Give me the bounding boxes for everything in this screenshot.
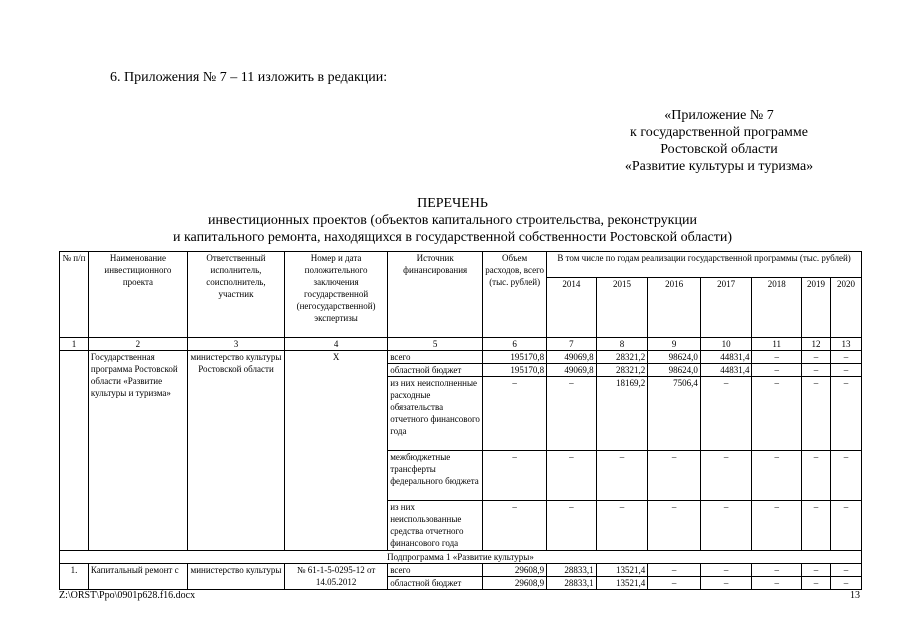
value-cell: – — [483, 451, 547, 501]
header-volume: Объем расходов, всего (тыс. рублей) — [483, 252, 547, 338]
value-cell: 28833,1 — [547, 564, 597, 577]
value-cell: – — [596, 501, 648, 551]
appendix-line-4: «Развитие культуры и туризма» — [624, 159, 814, 174]
col-number: 4 — [284, 338, 387, 351]
header-name: Наименование инвестиционного проекта — [88, 252, 187, 338]
value-cell: 13521,4 — [596, 564, 648, 577]
value-cell: – — [830, 564, 861, 577]
col-number: 10 — [700, 338, 752, 351]
value-cell: – — [752, 351, 802, 364]
col-number: 13 — [830, 338, 861, 351]
program-executor: министерство культуры Ростовской области — [187, 351, 284, 551]
appendix-caption — [589, 107, 849, 175]
value-cell: 7506,4 — [648, 377, 701, 451]
col-number: 3 — [187, 338, 284, 351]
value-cell: – — [802, 351, 831, 364]
value-cell: 29608,9 — [483, 564, 547, 577]
value-cell: – — [596, 451, 648, 501]
value-cell: 29608,9 — [483, 577, 547, 590]
document-heading — [0, 195, 905, 246]
value-cell: – — [802, 364, 831, 377]
value-cell: – — [830, 501, 861, 551]
value-cell: – — [752, 364, 802, 377]
value-cell: 49069,8 — [547, 364, 597, 377]
col-number: 7 — [547, 338, 597, 351]
value-cell: 44831,4 — [700, 351, 752, 364]
value-cell: – — [648, 577, 701, 590]
subprogram-title: Подпрограмма 1 «Развитие культуры» — [60, 551, 862, 564]
value-cell: – — [802, 451, 831, 501]
value-cell: – — [547, 377, 597, 451]
header-by-years: В том числе по годам реализации государственной программы (тыс. рублей) — [547, 252, 862, 278]
value-cell: 13521,4 — [596, 577, 648, 590]
col-number: 11 — [752, 338, 802, 351]
header-executor: Ответственный исполнитель, соисполнитель, участник — [187, 252, 284, 338]
header-source: Источник финансирования — [388, 252, 483, 338]
value-cell: 98624,0 — [648, 351, 701, 364]
col-number: 9 — [648, 338, 701, 351]
footer-file-path: Z:\ORST\Ppo\0901p628.f16.docx — [59, 590, 196, 601]
value-cell: – — [700, 451, 752, 501]
source-cell: из них неисполненные расходные обязательства отчетного финансового года — [388, 377, 483, 451]
col-number: 2 — [88, 338, 187, 351]
item-conclusion: № 61-1-5-0295-12 от 14.05.2012 — [284, 564, 387, 590]
table-row — [60, 551, 862, 564]
col-number: 6 — [483, 338, 547, 351]
appendix-line-2: к государственной программе — [630, 125, 808, 140]
value-cell: – — [648, 501, 701, 551]
appendix-line-3: Ростовской области — [660, 142, 778, 157]
value-cell: – — [483, 501, 547, 551]
value-cell: – — [700, 564, 752, 577]
col-number: 5 — [388, 338, 483, 351]
value-cell: – — [648, 564, 701, 577]
value-cell: 195170,8 — [483, 351, 547, 364]
heading-title: ПЕРЕЧЕНЬ — [417, 196, 488, 211]
item-num: 1. — [60, 564, 89, 590]
value-cell: 28321,2 — [596, 364, 648, 377]
header-num: № п/п — [60, 252, 89, 338]
program-conclusion: Х — [284, 351, 387, 551]
table-row — [60, 564, 862, 577]
header-year: 2018 — [752, 278, 802, 338]
value-cell: – — [547, 451, 597, 501]
footer-page-number: 13 — [850, 590, 860, 601]
value-cell: – — [752, 564, 802, 577]
value-cell: 18169,2 — [596, 377, 648, 451]
value-cell: – — [752, 577, 802, 590]
value-cell: – — [648, 451, 701, 501]
value-cell: – — [483, 377, 547, 451]
header-year: 2019 — [802, 278, 831, 338]
value-cell: – — [830, 364, 861, 377]
source-cell: областной бюджет — [388, 577, 483, 590]
program-name: Государственная программа Ростовской области «Развитие культуры и туризма» — [88, 351, 187, 551]
source-cell: областной бюджет — [388, 364, 483, 377]
header-conclusion: Номер и дата положительного заключения государственной (негосударственной) экспертизы — [284, 252, 387, 338]
value-cell: – — [752, 501, 802, 551]
source-cell: всего — [388, 564, 483, 577]
value-cell: – — [802, 577, 831, 590]
header-year: 2020 — [830, 278, 861, 338]
col-number: 1 — [60, 338, 89, 351]
value-cell: 28833,1 — [547, 577, 597, 590]
value-cell: 28321,2 — [596, 351, 648, 364]
value-cell: 44831,4 — [700, 364, 752, 377]
value-cell: – — [830, 351, 861, 364]
header-year: 2017 — [700, 278, 752, 338]
value-cell: – — [700, 501, 752, 551]
table-row — [60, 351, 862, 364]
value-cell: – — [752, 377, 802, 451]
value-cell: – — [752, 451, 802, 501]
value-cell: 49069,8 — [547, 351, 597, 364]
value-cell: – — [802, 564, 831, 577]
value-cell: – — [802, 377, 831, 451]
header-year: 2016 — [648, 278, 701, 338]
col-number: 12 — [802, 338, 831, 351]
header-year: 2014 — [547, 278, 597, 338]
source-cell: всего — [388, 351, 483, 364]
intro-text: 6. Приложения № 7 – 11 изложить в редакции: — [110, 70, 388, 85]
appendix-line-1: «Приложение № 7 — [664, 108, 774, 123]
value-cell: 195170,8 — [483, 364, 547, 377]
value-cell: – — [830, 451, 861, 501]
item-executor: министерство культуры — [187, 564, 284, 590]
header-year: 2015 — [596, 278, 648, 338]
value-cell: – — [700, 577, 752, 590]
col-number: 8 — [596, 338, 648, 351]
value-cell: – — [830, 377, 861, 451]
value-cell: 98624,0 — [648, 364, 701, 377]
source-cell: из них неиспользованные средства отчетного финансового года — [388, 501, 483, 551]
heading-line-3: и капитального ремонта, находящихся в государственной собственности Ростовской области) — [172, 230, 733, 245]
value-cell: – — [802, 501, 831, 551]
value-cell: – — [547, 501, 597, 551]
heading-line-2: инвестиционных проектов (объектов капитального строительства, реконструкции — [208, 213, 697, 228]
item-name: Капитальный ремонт с — [88, 564, 187, 590]
investment-projects-table — [59, 251, 862, 590]
source-cell: межбюджетные трансферты федерального бюджета — [388, 451, 483, 501]
value-cell: – — [700, 377, 752, 451]
value-cell: – — [830, 577, 861, 590]
